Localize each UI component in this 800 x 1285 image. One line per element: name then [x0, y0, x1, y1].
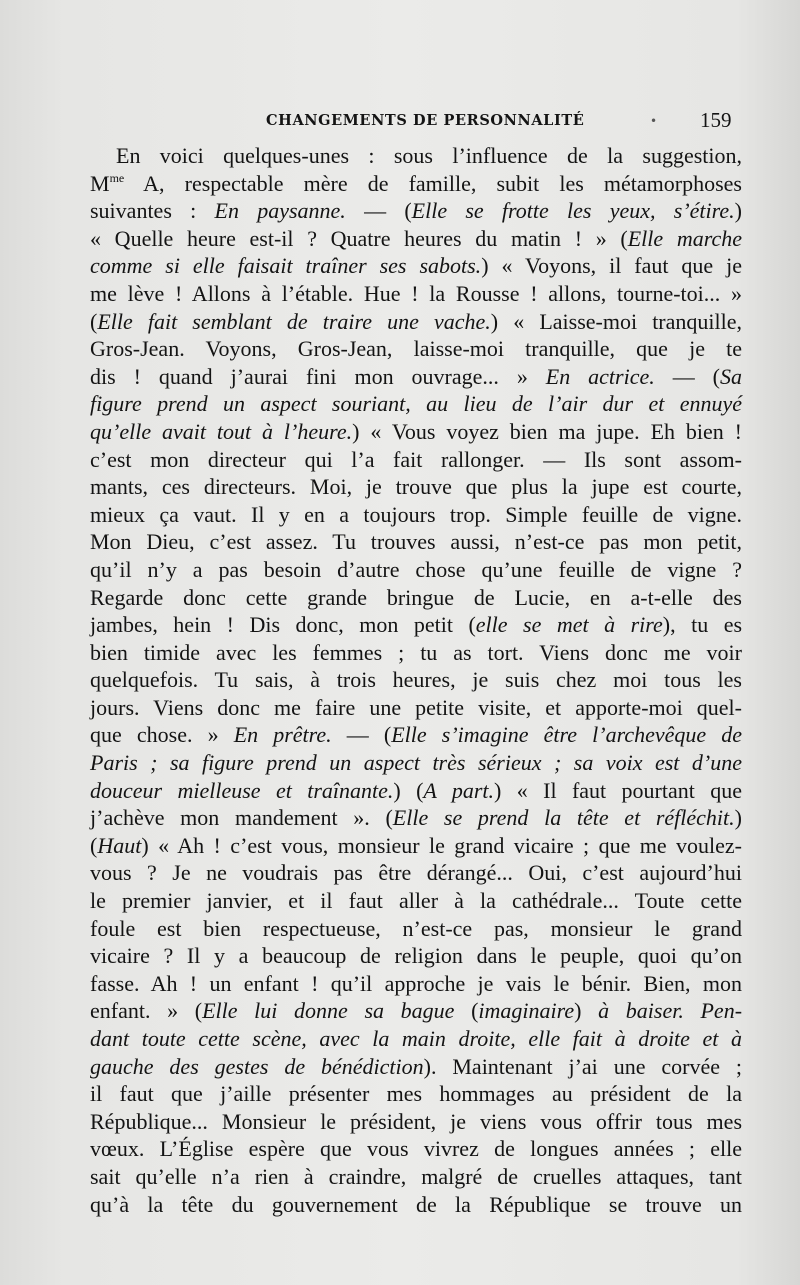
italic-text: à baiser. Pen-: [598, 998, 743, 1024]
text-segment: (: [90, 308, 98, 334]
text-line: [90, 197, 742, 225]
text-segment: il faut que j’aille présenter mes hommages au président de la: [90, 1081, 742, 1107]
italic-text: elle se met à rire: [475, 612, 663, 638]
italic-text: imaginaire: [478, 998, 575, 1024]
text-line: [90, 501, 742, 529]
text-line: [90, 915, 742, 943]
text-segment: bien timide avec les femmes ; tu as tort. Viens donc me voir: [90, 639, 742, 665]
italic-text: figure prend un aspect souriant, au lieu de l’air dur et ennuyé: [90, 391, 742, 417]
italic-text: qu’elle avait tout à l’heure.: [90, 418, 353, 444]
text-line: [90, 170, 742, 198]
text-segment: Gros-Jean. Voyons, Gros-Jean, laisse-moi tranquille, que je te: [90, 336, 742, 362]
text-line: [90, 1163, 742, 1191]
text-segment: ) « Il faut pourtant que: [494, 777, 743, 803]
text-line: [90, 997, 742, 1025]
text-line: [90, 390, 742, 418]
text-line: [90, 556, 742, 584]
italic-text: Elle s’imagine être l’archevêque de: [391, 722, 743, 748]
text-line: [90, 1080, 742, 1108]
text-segment: ) (: [393, 777, 424, 803]
text-line: [90, 308, 742, 336]
italic-text: Elle se frotte les yeux, s’étire.: [411, 198, 735, 224]
text-segment: ): [574, 998, 599, 1024]
italic-text: comme si elle faisait traîner ses sabots.: [90, 253, 482, 279]
text-segment: (: [90, 832, 98, 858]
text-line: [90, 777, 742, 805]
text-segment: dis ! quand j’aurai fini mon ouvrage... »: [90, 363, 546, 389]
page-header: [0, 108, 800, 136]
italic-text: Elle marche: [627, 225, 743, 251]
text-segment: vœux. L’Église espère que vous vivrez de longues années ; elle: [90, 1136, 742, 1162]
text-line: [90, 639, 742, 667]
text-segment: que chose. »: [90, 722, 234, 748]
italic-text: Paris ; sa figure prend un aspect très sérieux ; sa voix est d’une: [90, 750, 742, 776]
italic-text: Elle se prend la tête et réfléchit.: [392, 805, 735, 831]
page-number: 159: [700, 108, 732, 132]
text-segment: ) « Laisse-moi tranquille,: [490, 308, 742, 334]
body-paragraph: [90, 142, 742, 1218]
text-segment: c’est mon directeur qui l’a fait rallonger. — Ils sont assom-: [90, 446, 742, 472]
text-segment: ), tu es: [662, 612, 743, 638]
text-line: [90, 1025, 742, 1053]
text-segment: — (: [345, 198, 412, 224]
text-segment: En voici quelques-unes : sous l’influence de la suggestion,: [116, 143, 742, 168]
text-line: [90, 1108, 742, 1136]
italic-text: Elle fait semblant de traire une vache.: [97, 308, 491, 334]
text-segment: fasse. Ah ! un enfant ! qu’il approche je vais le bénir. Bien, mon: [90, 970, 742, 996]
text-segment: — (: [331, 722, 392, 748]
text-line: [90, 611, 742, 639]
text-segment: ) « Voyons, il faut que je: [481, 253, 742, 279]
text-segment: sait qu’elle n’a rien à craindre, malgré de cruelles attaques, tant: [90, 1163, 742, 1189]
text-segment: mants, ces directeurs. Moi, je trouve que plus la jupe est courte,: [90, 474, 742, 500]
text-segment: me: [109, 170, 125, 185]
text-line: [90, 859, 742, 887]
header-ornament: •: [650, 114, 658, 128]
text-line: [90, 1191, 742, 1219]
text-line: [90, 418, 742, 446]
text-line: [90, 225, 742, 253]
text-segment: A, respectable mère de famille, subit les métamorphoses: [124, 170, 742, 196]
text-segment: qu’à la tête du gouvernement de la République se trouve un: [90, 1191, 742, 1217]
text-line: [90, 280, 742, 308]
text-segment: foule est bien respectueuse, n’est-ce pas, monsieur le grand: [90, 915, 742, 941]
italic-text: En prêtre.: [233, 722, 332, 748]
text-segment: (: [454, 998, 479, 1024]
italic-text: En actrice.: [545, 363, 655, 389]
text-line: [90, 142, 742, 170]
text-line: [90, 942, 742, 970]
italic-text: En paysanne.: [214, 198, 346, 224]
text-segment: enfant. » (: [90, 998, 203, 1024]
text-line: [90, 832, 742, 860]
text-segment: suivantes :: [90, 198, 215, 224]
italic-text: douceur mielleuse et traînante.: [90, 777, 394, 803]
text-segment: M: [90, 170, 110, 196]
text-line: [90, 473, 742, 501]
text-line: [90, 335, 742, 363]
text-segment: quelquefois. Tu sais, à trois heures, je suis chez moi tous les: [90, 667, 742, 693]
text-line: [90, 446, 742, 474]
text-line: [90, 694, 742, 722]
text-segment: me lève ! Allons à l’étable. Hue ! la Rousse ! allons, tourne-toi... »: [90, 280, 742, 306]
text-segment: « Quelle heure est-il ? Quatre heures du matin ! » (: [90, 225, 628, 251]
text-segment: ). Maintenant j’ai une corvée ;: [423, 1053, 742, 1079]
italic-text: Elle lui donne sa bague: [202, 998, 455, 1024]
italic-text: dant toute cette scène, avec la main droite, elle fait à droite et à: [90, 1026, 742, 1051]
italic-text: gauche des gestes de bénédiction: [90, 1053, 424, 1079]
text-segment: le premier janvier, et il faut aller à la cathédrale... Toute cette: [90, 888, 742, 914]
italic-text: Sa: [719, 363, 742, 389]
text-segment: ) « Vous voyez bien ma jupe. Eh bien !: [352, 418, 742, 444]
text-segment: ): [734, 805, 742, 831]
text-segment: vicaire ? Il y a beaucoup de religion dans le peuple, quoi qu’on: [90, 943, 742, 969]
text-line: [90, 1053, 742, 1081]
text-segment: jours. Viens donc me faire une petite visite, et apporte-moi quel-: [90, 694, 742, 720]
text-line: [90, 584, 742, 612]
text-segment: vous ? Je ne voudrais pas être dérangé... Oui, c’est aujourd’hui: [90, 860, 742, 886]
running-head: CHANGEMENTS DE PERSONNALITÉ: [266, 112, 585, 129]
text-line: [90, 804, 742, 832]
text-segment: mieux ça vaut. Il y en a toujours trop. Simple feuille de vigne.: [90, 501, 742, 527]
italic-text: Haut: [97, 832, 142, 858]
text-segment: Regarde donc cette grande bringue de Lucie, en a-t-elle des: [90, 584, 742, 610]
text-line: [90, 887, 742, 915]
text-segment: j’achève mon mandement ». (: [90, 805, 393, 831]
text-line: [90, 970, 742, 998]
text-segment: ) « Ah ! c’est vous, monsieur le grand vicaire ; que me voulez-: [141, 832, 742, 858]
text-line: [90, 528, 742, 556]
text-segment: — (: [654, 363, 720, 389]
text-segment: ): [734, 198, 742, 224]
text-segment: Mon Dieu, c’est assez. Tu trouves aussi, n’est-ce pas mon petit,: [90, 529, 742, 555]
text-line: [90, 252, 742, 280]
text-line: [90, 721, 742, 749]
text-segment: République... Monsieur le président, je viens vous offrir tous mes: [90, 1108, 742, 1134]
italic-text: A part.: [423, 777, 495, 803]
text-line: [90, 749, 742, 777]
text-segment: qu’il n’y a pas besoin d’autre chose qu’une feuille de vigne ?: [90, 556, 742, 582]
text-segment: jambes, hein ! Dis donc, mon petit (: [90, 612, 476, 638]
text-line: [90, 1135, 742, 1163]
text-line: [90, 666, 742, 694]
text-line: [90, 363, 742, 391]
